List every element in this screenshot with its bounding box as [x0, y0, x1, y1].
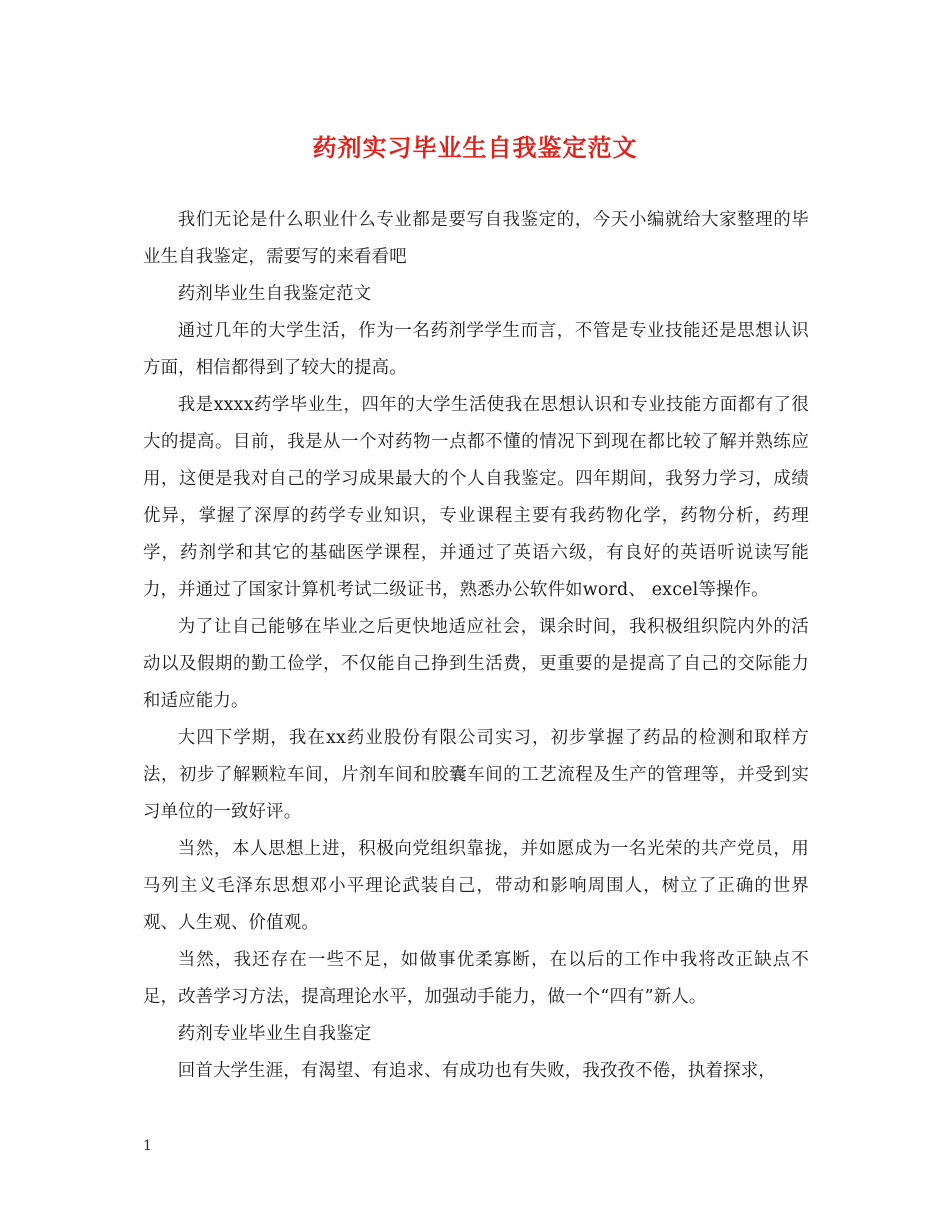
paragraph-intro: 我们无论是什么职业什么专业都是要写自我鉴定的，今天小编就给大家整理的毕业生自我鉴定，需要写的来看看吧	[143, 210, 809, 267]
document-title: 药剂实习毕业生自我鉴定范文	[312, 133, 638, 162]
paragraph: 我是xxxx药学毕业生，四年的大学生活使我在思想认识和专业技能方面都有了很大的提高。目前，我是从一个对药物一点都不懂的情况下到现在都比较了解并熟练应用，这便是我对自己的学习成果最大的个人自我鉴定。四年期间，我努力学习，成绩优异，掌握了深厚的药学专业知识，专业课程主要有我药物化学，药物分析，药理学，药剂学和其它的基础医学课程，并通过了英语六级，有良好的英语听说读写能力，并通过了国家计算机考试二级证书，熟悉办公软件如word、 excel等操作。	[143, 395, 809, 600]
paragraph: 通过几年的大学生活，作为一名药剂学学生而言，不管是专业技能还是思想认识方面，相信都得到了较大的提高。	[143, 321, 809, 378]
paragraph: 回首大学生涯，有渴望、有追求、有成功也有失败，我孜孜不倦，执着探求，	[177, 1061, 776, 1081]
document-body	[143, 202, 809, 1090]
paragraph: 当然，我还存在一些不足，如做事优柔寡断，在以后的工作中我将改正缺点不足，改善学习方法，提高理论水平，加强动手能力，做一个“四有”新人。	[143, 950, 809, 1007]
section-heading-1: 药剂毕业生自我鉴定范文	[177, 284, 372, 304]
paragraph: 为了让自己能够在毕业之后更快地适应社会，课余时间，我积极组织院内外的活动以及假期的勤工俭学，不仅能自己挣到生活费，更重要的是提高了自己的交际能力和适应能力。	[143, 617, 809, 711]
section-heading-2: 药剂专业毕业生自我鉴定	[177, 1024, 372, 1044]
paragraph: 当然，本人思想上进，积极向党组织靠拢，并如愿成为一名光荣的共产党员，用马列主义毛泽东思想邓小平理论武装自己，带动和影响周围人，树立了正确的世界观、人生观、价值观。	[143, 839, 809, 933]
paragraph: 大四下学期，我在xx药业股份有限公司实习，初步掌握了药品的检测和取样方法，初步了解颗粒车间，片剂车间和胶囊车间的工艺流程及生产的管理等，并受到实习单位的一致好评。	[143, 728, 809, 822]
page-number: 1	[143, 1138, 152, 1154]
